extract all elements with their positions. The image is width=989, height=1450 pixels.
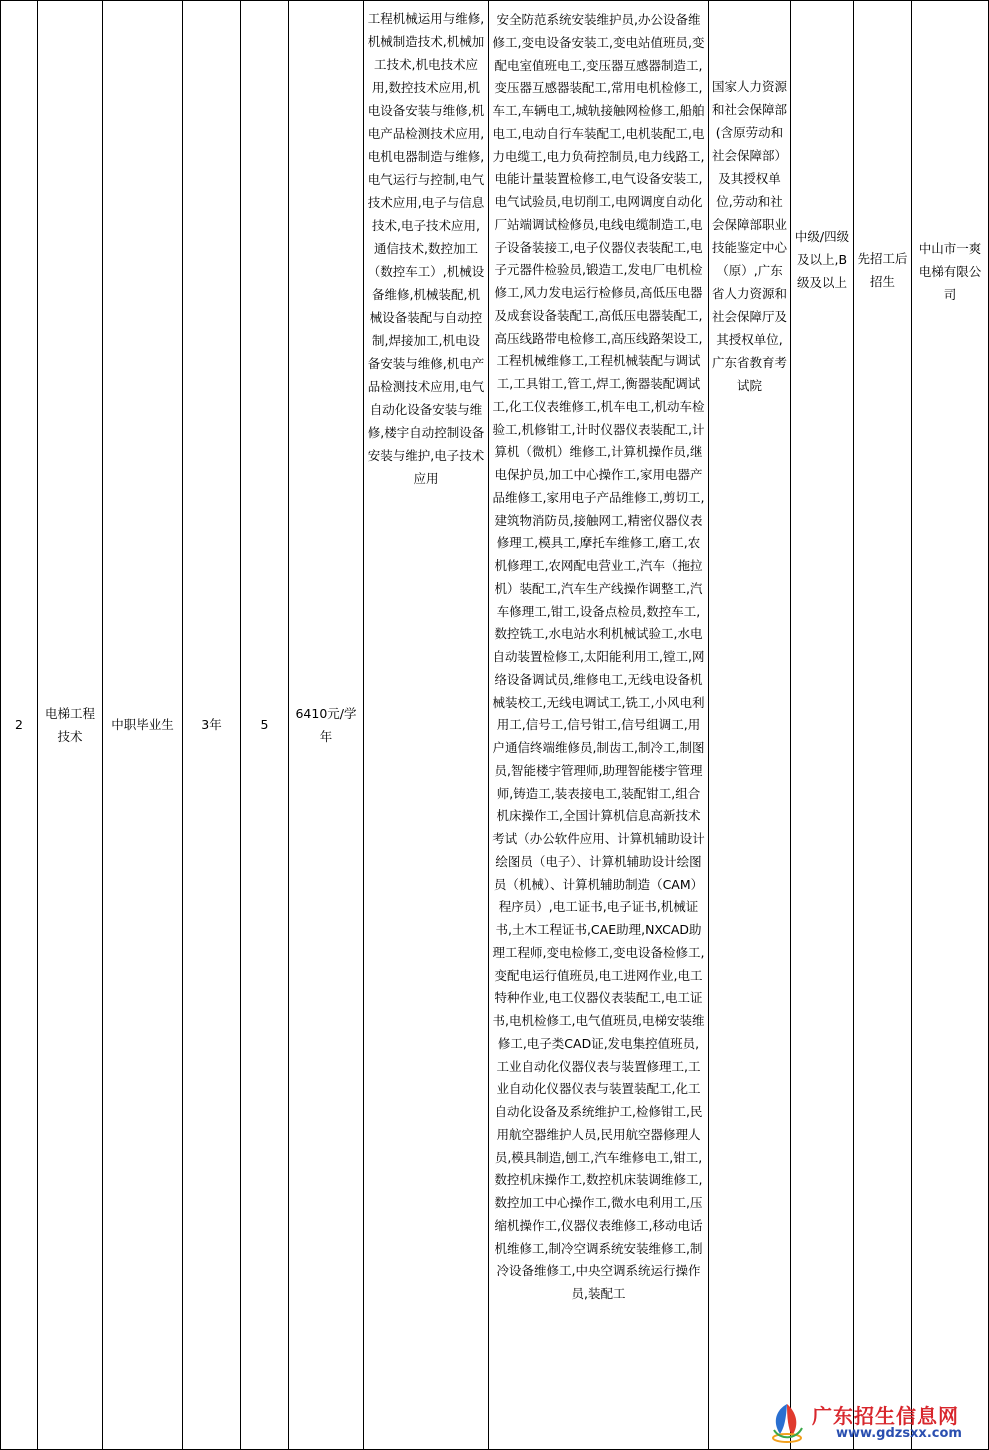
watermark-url[interactable]: www.gdzsxx.com: [836, 1426, 962, 1441]
certificate-list: 安全防范系统安装维护员,办公设备维修工,变电设备安装工,变电站值班员,变配电室值班电工,变压器互感器制造工,变压器互感器装配工,常用电机检修工,车工,车辆电工,城轨接触网检修工,船舶电工,电动自行车装配工,电机装配工,电力电缆工,电力负荷控制员,电力线路工,电能计量装置检修工,电气设备安装工,电气试验员,电切削工,电网调度自动化厂站端调试检修员,电线电缆制造工,电子设备装接工,电子仪器仪表装配工,电子元器件检验员,锻造工,发电厂电机检修工,风力发电运行检修员,高低压电器及成套设备装配工,高低压电器装配工,高压线路带电检修工,高压线路架设工,工程机械维修工,工程机械装配与调试工,工具钳工,管工,焊工,衡器装配调试工,化工仪表维修工,机车电工,机动车检验工,机修钳工,计时仪器仪表装配工,计算机（微机）维修工,计算机操作员,继电保护员,加工中心操作工,家用电器产品维修工,家用电子产品维修工,剪切工,建筑物消防员,接触网工,精密仪器仪表修理工,模具工,摩托车维修工,磨工,农机修理工,农网配电营业工,汽车（拖拉机）装配工,汽车生产线操作调整工,汽车修理工,钳工,设备点检员,数控车工,数控铣工,水电站水利机械试验工,水电自动装置检修工,太阳能利用工,镗工,网络设备调试员,维修电工,无线电设备机械装校工,无线电调试工,铣工,小风电利用工,信号工,信号钳工,信号组调工,用户通信终端维修员,制齿工,制冷工,制图员,智能楼宇管理师,助理智能楼宇管理师,铸造工,装表接电工,装配钳工,组合机床操作工,全国计算机信息高新技术考试（办公软件应用、计算机辅助设计绘图员（电子）、计算机辅助设计绘图员（机械）、计算机辅助制造（CAM）程序员）,电工证书,电子证书,机械证书,土木工程证书,CAE助理,NXCAD助理工程师,变电检修工,变电设备检修工,变配电运行值班员,电工进网作业,电工特种作业,电工仪器仪表装配工,电工证书,电机检修工,电气值班员,电梯安装维修工,电子类CAD证,发电集控值班员,工业自动化仪器仪表与装置修理工,工业自动化仪器仪表与装置装配工,化工自动化设备及系统维护工,检修钳工,民用航空器维护人员,民用航空器修理人员,模具制造,刨工,汽车维修电工,钳工,数控机床操作工,数控机床装调维修工,数控加工中心操作工,微水电利用工,压缩机操作工,仪器仪表维修工,移动电话机维修工,制冷空调系统安装维修工,制冷设备维修工,中央空调系统运行操作员,装配工: [489, 1, 709, 1450]
site-watermark: [766, 1398, 971, 1448]
watermark-brand: 广东招生信息网: [812, 1404, 959, 1428]
issuing-authority: 国家人力资源和社会保障部(含原劳动和社会保障部）及其授权单位,劳动和社会保障部职业技能鉴定中心（原）,广东省人力资源和社会保障厅及其授权单位,广东省教育考试院: [709, 1, 791, 1450]
leaf-swirl-logo-icon: [766, 1400, 808, 1444]
target-students: 中职毕业生: [103, 1, 183, 1450]
table-row: [1, 1, 989, 1450]
partner-company: 中山市一爽电梯有限公司: [912, 1, 989, 1450]
related-majors: 工程机械运用与维修,机械制造技术,机械加工技术,机电技术应用,数控技术应用,机电设备安装与维修,机电产品检测技术应用,电机电器制造与维修,电气运行与控制,电气技术应用,电子与信息技术,电子技术应用,通信技术,数控加工（数控车工）,机械设备维修,机械装配,机械设备装配与自动控制,焊接加工,机电设备安装与维修,机电产品检测技术应用,电气自动化设备安装与维修,楼宇自动控制设备安装与维护,电子技术应用: [364, 1, 489, 1450]
enrollment-mode: 先招工后招生: [854, 1, 912, 1450]
tuition-fee: 6410元/学年: [289, 1, 364, 1450]
major-name: 电梯工程技术: [38, 1, 103, 1450]
certificate-level: 中级/四级及以上,B级及以上: [791, 1, 854, 1450]
enrollment-quota: 5: [241, 1, 289, 1450]
study-duration: 3年: [183, 1, 241, 1450]
row-index: 2: [1, 1, 38, 1450]
